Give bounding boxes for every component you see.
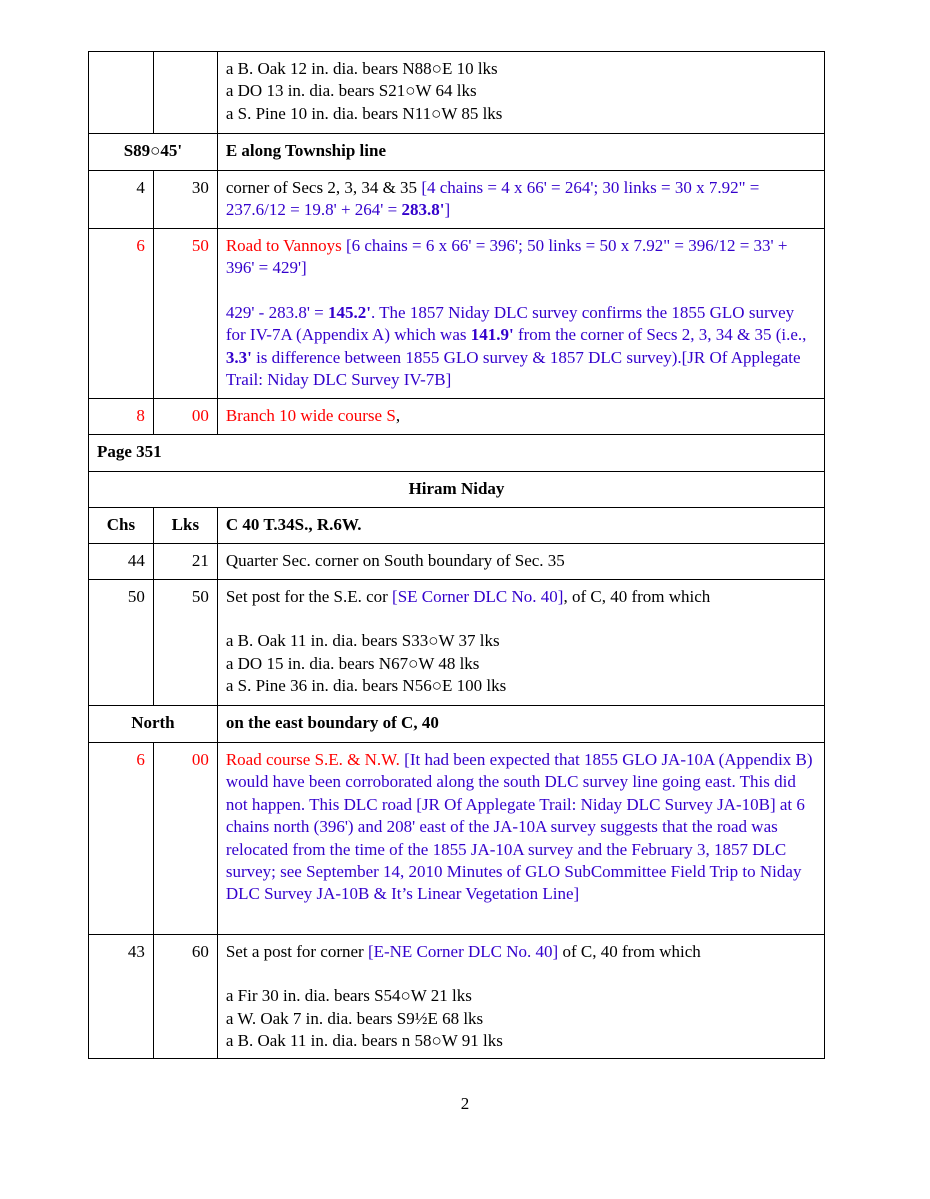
witness-tree: a S. Pine 10 in. dia. bears N11○W 85 lks xyxy=(225,103,503,123)
course-description: E along Township line xyxy=(217,134,824,171)
note-text: , xyxy=(395,406,401,425)
links-cell: 00 xyxy=(153,743,217,935)
chains-cell: 43 xyxy=(89,935,154,1059)
witness-tree: a W. Oak 7 in. dia. bears S9½E 68 lks xyxy=(225,1008,484,1028)
description-cell: Quarter Sec. corner on South boundary of Sec. 35 xyxy=(217,544,824,580)
page-reference: Page 351 xyxy=(89,435,825,472)
chains-cell: 6 xyxy=(89,743,154,935)
witness-tree: a DO 15 in. dia. bears N67○W 48 lks xyxy=(225,653,480,673)
table-row xyxy=(89,935,825,1059)
road-note: Road to Vannoys xyxy=(225,236,346,255)
links-cell: 30 xyxy=(153,171,217,229)
witness-tree: a B. Oak 11 in. dia. bears n 58○W 91 lks xyxy=(225,1031,503,1051)
table-row xyxy=(89,706,825,743)
table-row xyxy=(89,508,825,544)
note-text: , of C, 40 from which xyxy=(563,587,711,606)
direction-cell: North xyxy=(89,706,218,743)
chains-cell: 6 xyxy=(89,229,154,399)
table-row xyxy=(89,52,825,134)
annotation-text: [4 chains = 4 x 66' = 264'; 30 links = 30 x 7.92" = 237.6/12 = 19.8' + 264' = xyxy=(225,178,760,220)
description-cell xyxy=(217,935,824,1059)
witness-tree: a B. Oak 12 in. dia. bears N88○E 10 lks xyxy=(225,59,498,78)
table-row xyxy=(89,229,825,399)
chains-cell: 44 xyxy=(89,544,154,580)
table-row xyxy=(89,472,825,508)
annotation-value: 145.2' xyxy=(327,302,371,322)
annotation-text: [E-NE Corner DLC No. 40] xyxy=(367,942,559,961)
claim-header: C 40 T.34S., R.6W. xyxy=(217,508,824,544)
road-note: Road course S.E. & N.W. xyxy=(225,750,405,769)
survey-notes-table xyxy=(88,51,825,1059)
table-row xyxy=(89,435,825,472)
table-row xyxy=(89,134,825,171)
description-cell xyxy=(217,743,824,935)
links-cell: 60 xyxy=(153,935,217,1059)
note-text: Set post for the S.E. cor xyxy=(225,587,393,606)
annotation-text: ] xyxy=(444,200,451,220)
links-cell: 00 xyxy=(153,399,217,435)
page-number: 2 xyxy=(460,1094,470,1113)
links-header: Lks xyxy=(153,508,217,544)
chains-cell: 4 xyxy=(89,171,154,229)
annotation-value: 3.3' xyxy=(225,347,252,367)
note-text: of C, 40 from which xyxy=(558,942,701,961)
witness-tree: a Fir 30 in. dia. bears S54○W 21 lks xyxy=(225,986,472,1006)
annotation-text: 429' - 283.8' = xyxy=(225,302,328,322)
bearing-cell: S89○45' xyxy=(89,134,218,171)
description-cell xyxy=(217,171,824,229)
links-cell xyxy=(153,52,217,134)
description-cell xyxy=(217,580,824,706)
annotation-value: 283.8' xyxy=(401,200,445,220)
witness-tree: a B. Oak 11 in. dia. bears S33○W 37 lks xyxy=(225,631,500,651)
table-row xyxy=(89,399,825,435)
description-cell xyxy=(217,229,824,399)
annotation-text: [6 chains = 6 x 66' = 396'; 50 links = 50 x 7.92" = 396/12 = 33' + 396' = 429'] xyxy=(225,236,788,278)
claimant-name: Hiram Niday xyxy=(89,472,825,508)
annotation-text: [SE Corner DLC No. 40] xyxy=(392,587,564,606)
annotation-text: is difference between 1855 GLO survey & 1857 DLC survey).[JR Of Applegate Trail: Niday DLC Survey IV-7B] xyxy=(225,347,801,390)
chains-cell xyxy=(89,52,154,134)
annotation-text: [It had been expected that 1855 GLO JA-10A (Appendix B) would have been corroborated along the south DLC survey line going east. This did not happen. This DLC road [JR Of Applegate Trail: Niday DLC Survey JA-10B] at 6 chains north (396') and 208' east of the JA-10A survey suggests that the road was relocated from the time of the 1855 JA-10A survey and the February 3, 1857 DLC survey; see September 14, 2010 Minutes of GLO SubCommittee Field Trip to Niday DLC Survey JA-10B & It’s Linear Vegetation Line] xyxy=(225,750,813,904)
description-cell xyxy=(217,399,824,435)
note-text: corner of Secs 2, 3, 34 & 35 xyxy=(225,178,422,197)
witness-tree: a DO 13 in. dia. bears S21○W 64 lks xyxy=(225,81,477,101)
chains-cell: 8 xyxy=(89,399,154,435)
links-cell: 50 xyxy=(153,229,217,399)
branch-note: Branch 10 wide course S xyxy=(225,406,396,425)
witness-tree: a S. Pine 36 in. dia. bears N56○E 100 lks xyxy=(225,676,507,696)
table-row xyxy=(89,171,825,229)
table-row xyxy=(89,544,825,580)
links-cell: 21 xyxy=(153,544,217,580)
table-row xyxy=(89,743,825,935)
annotation-text: . The 1857 Niday DLC survey confirms the 1855 GLO survey for IV-7A (Appendix A) which was xyxy=(225,302,795,345)
course-description: on the east boundary of C, 40 xyxy=(217,706,824,743)
chains-header: Chs xyxy=(89,508,154,544)
note-text: Set a post for corner xyxy=(225,942,368,961)
annotation-value: 141.9' xyxy=(470,325,514,345)
links-cell: 50 xyxy=(153,580,217,706)
table-row xyxy=(89,580,825,706)
chains-cell: 50 xyxy=(89,580,154,706)
annotation-text: from the corner of Secs 2, 3, 34 & 35 (i.e., xyxy=(513,325,807,345)
description-cell xyxy=(217,52,824,134)
